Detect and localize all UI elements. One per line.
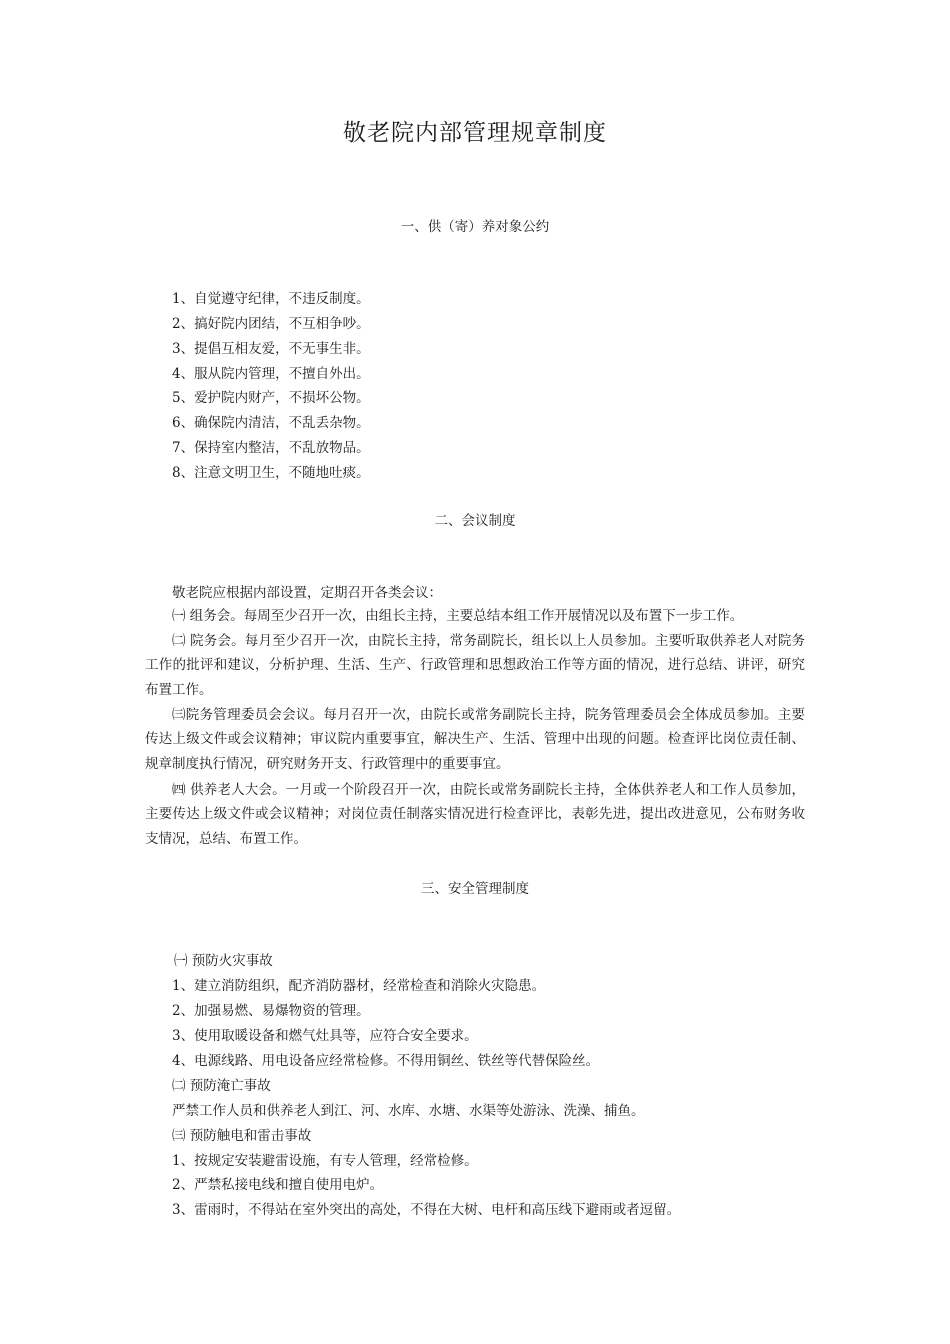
safety-line: 3、使用取暖设备和燃气灶具等，应符合安全要求。 (172, 1028, 478, 1044)
safety-line: 1、按规定安装避雷设施，有专人管理，经常检修。 (172, 1153, 478, 1169)
convention-item-2: 2、搞好院内团结，不互相争吵。 (172, 316, 370, 332)
convention-item-3: 3、提倡互相友爱，不无事生非。 (172, 341, 370, 357)
document-title: 敬老院内部管理规章制度 (343, 120, 607, 146)
safety-line: 1、建立消防组织，配齐消防器材，经常检查和消除火灾隐患。 (172, 978, 546, 994)
convention-item-5: 5、爱护院内财产，不损坏公物。 (172, 390, 370, 406)
safety-line: 3、雷雨时，不得站在室外突出的高处，不得在大树、电杆和高压线下避雨或者逗留。 (172, 1202, 681, 1218)
section-heading-1: 一、供（寄）养对象公约 (400, 219, 550, 235)
safety-subheading-fire: ㈠ 预防火灾事故 (174, 953, 273, 969)
meeting-paragraph-1: ㈠ 组务会。每周至少召开一次，由组长主持，主要总结本组工作开展情况以及布置下一步工作。 (172, 608, 744, 624)
safety-line: 4、电源线路、用电设备应经常检修。不得用铜丝、铁丝等代替保险丝。 (172, 1053, 600, 1069)
safety-subheading-electric: ㈢ 预防触电和雷击事故 (172, 1128, 312, 1144)
convention-item-7: 7、保持室内整洁，不乱放物品。 (172, 440, 370, 456)
convention-item-6: 6、确保院内清洁，不乱丢杂物。 (172, 415, 370, 431)
meeting-paragraph-3: ㈢院务管理委员会会议。每月召开一次，由院长或常务副院长主持，院务管理委员会全体成员参加。主要传达上级文件或会议精神；审议院内重要事宜，解决生产、生活、管理中出现的问题。检查评比岗位责任制、规章制度执行情况，研究财务开支、行政管理中的重要事宜。 (145, 707, 805, 772)
convention-item-4: 4、服从院内管理，不擅自外出。 (172, 366, 370, 382)
safety-subheading-drowning: ㈡ 预防淹亡事故 (172, 1078, 271, 1094)
meeting-paragraph-2: ㈡ 院务会。每月至少召开一次，由院长主持，常务副院长，组长以上人员参加。主要听取供养老人对院务工作的批评和建议，分析护理、生活、生产、行政管理和思想政治工作等方面的情况，进行总结、讲评，研究布置工作。 (145, 633, 805, 698)
safety-line: 2、加强易燃、易爆物资的管理。 (172, 1003, 370, 1019)
meeting-intro: 敬老院应根据内部设置，定期召开各类会议： (172, 585, 442, 601)
safety-line: 2、严禁私接电线和擅自使用电炉。 (172, 1177, 384, 1193)
section-heading-2: 二、会议制度 (434, 513, 516, 529)
section-heading-3: 三、安全管理制度 (421, 881, 529, 897)
meeting-paragraph-4: ㈣ 供养老人大会。一月或一个阶段召开一次，由院长或常务副院长主持，全体供养老人和工作人员参加，主要传达上级文件或会议精神；对岗位责任制落实情况进行检查评比，表彰先进，提出改进意见，公布财务收支情况，总结、布置工作。 (145, 782, 805, 847)
convention-item-1: 1、自觉遵守纪律，不违反制度。 (172, 291, 370, 307)
safety-line: 严禁工作人员和供养老人到江、河、水库、水塘、水渠等处游泳、洗澡、捕鱼。 (172, 1103, 645, 1119)
convention-item-8: 8、注意文明卫生，不随地吐痰。 (172, 465, 370, 481)
